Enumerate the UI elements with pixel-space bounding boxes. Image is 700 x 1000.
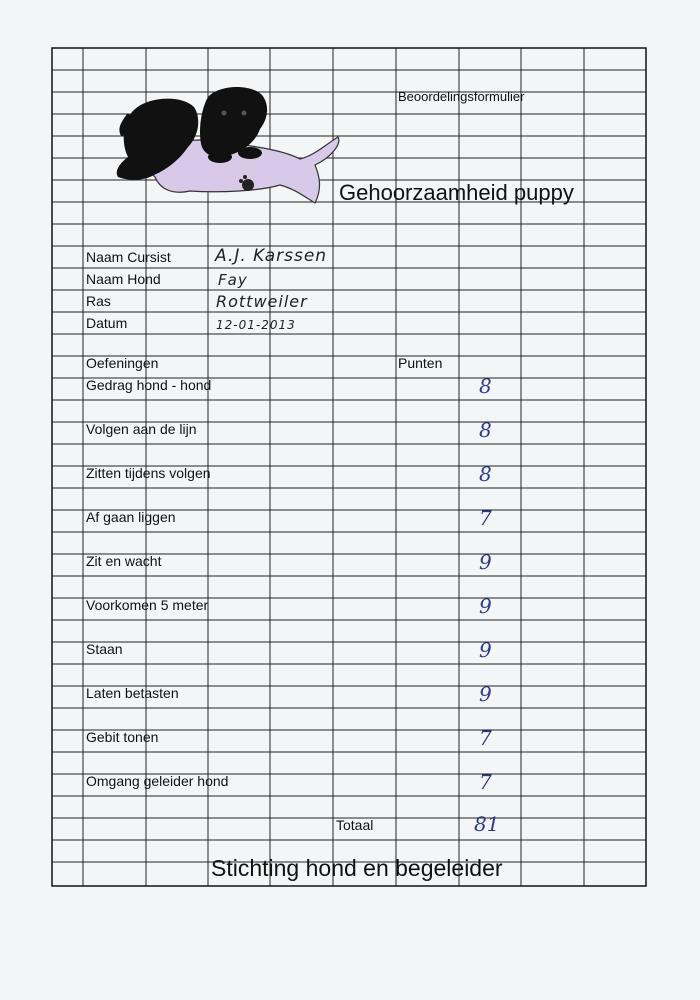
exercise-name: Gebit tonen [86, 729, 159, 745]
exercise-score: 9 [479, 682, 492, 706]
dog-value: Fay [218, 271, 248, 289]
name-label: Naam Cursist [86, 249, 171, 265]
dog-label: Naam Hond [86, 271, 161, 287]
exercise-score: 7 [479, 770, 492, 794]
exercise-name: Gedrag hond - hond [86, 377, 212, 393]
exercise-score: 7 [479, 726, 492, 750]
exercise-name: Laten betasten [86, 685, 179, 701]
exercise-name: Zit en wacht [86, 553, 162, 569]
breed-label: Ras [86, 293, 111, 309]
course-title: Gehoorzaamheid puppy [339, 180, 574, 205]
exercise-score: 9 [479, 550, 492, 574]
exercises-header: Oefeningen [86, 355, 159, 371]
exercise-score: 9 [479, 638, 492, 662]
exercise-score: 8 [479, 418, 492, 442]
exercise-name: Volgen aan de lijn [86, 421, 197, 437]
exercise-name: Af gaan liggen [86, 509, 176, 525]
exercise-name: Omgang geleider hond [86, 773, 229, 789]
footer-organization: Stichting hond en begeleider [211, 855, 503, 881]
exercise-score: 8 [479, 462, 492, 486]
date-label: Datum [86, 315, 128, 331]
exercise-score: 9 [479, 594, 492, 618]
name-value: A.J. Karssen [215, 246, 328, 266]
exercise-name: Zitten tijdens volgen [86, 465, 211, 481]
date-value: 12-01-2013 [216, 318, 296, 332]
total-label: Totaal [336, 817, 374, 833]
form-title: Beoordelingsformulier [398, 89, 525, 104]
exercise-name: Staan [86, 641, 123, 657]
exercise-score: 8 [479, 374, 492, 398]
total-score: 81 [474, 812, 500, 836]
exercise-name: Voorkomen 5 meter [86, 597, 209, 613]
exercise-score: 7 [479, 506, 492, 530]
breed-value: Rottweiler [216, 292, 308, 311]
puppies-logo-icon [110, 85, 345, 210]
points-header: Punten [398, 355, 443, 371]
